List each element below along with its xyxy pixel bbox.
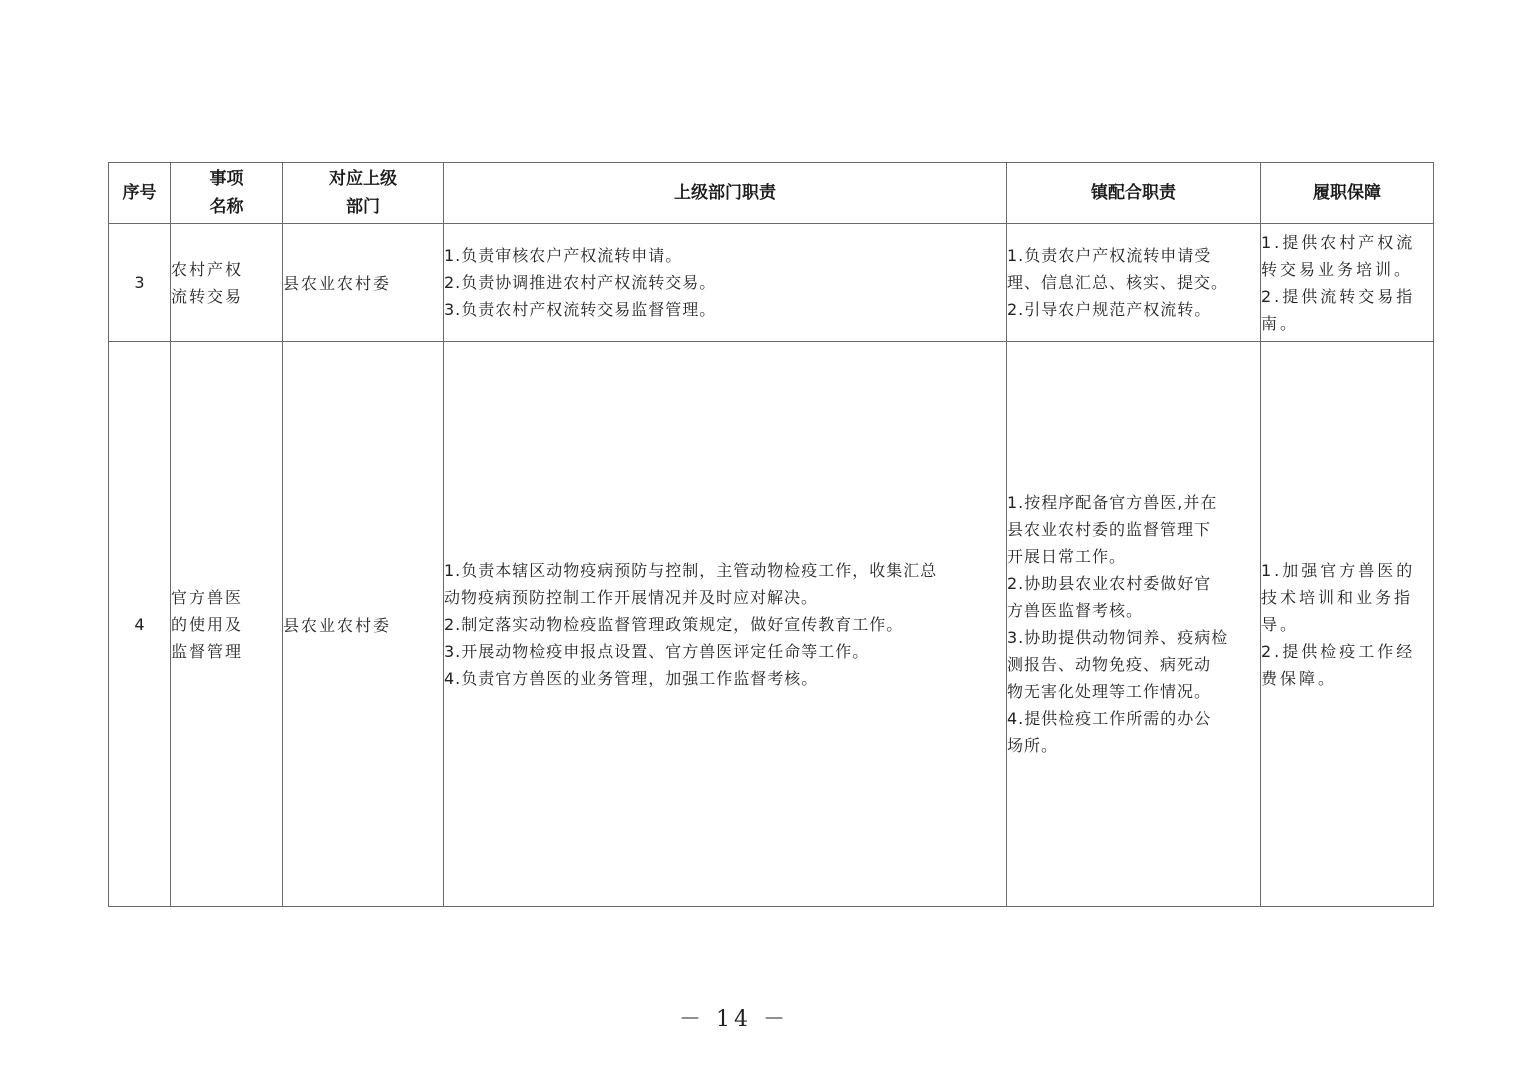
row-upper-duty [444, 224, 1007, 342]
row-upper-dept: 县农业农村委 [283, 224, 444, 342]
duty-line: 转交易业务培训。 [1261, 259, 1414, 279]
duty-line: 4.负责官方兽医的业务管理，加强工作监督考核。 [444, 668, 819, 688]
header-upper-dept-line2: 部门 [346, 197, 380, 217]
table-row [109, 224, 1434, 342]
row-guarantee [1261, 224, 1434, 342]
item-name-line: 流转交易 [171, 286, 244, 306]
row-item-name [171, 224, 283, 342]
duty-line: 3.开展动物检疫申报点设置、官方兽医评定任命等工作。 [444, 641, 870, 661]
duty-line: 县农业农村委的监督管理下 [1007, 520, 1212, 539]
header-item-name-line2: 名称 [209, 197, 244, 217]
row-guarantee [1261, 342, 1434, 907]
row-seq: 3 [109, 224, 171, 342]
page-number: － 14 － [679, 1007, 789, 1032]
duty-line: 动物疫病预防控制工作开展情况并及时应对解决。 [444, 587, 819, 607]
header-town-duty: 镇配合职责 [1007, 163, 1261, 224]
duty-line: 2.提供检疫工作经 [1261, 641, 1416, 661]
table-header-row [109, 163, 1434, 224]
duty-line: 3.负责农村产权流转交易监督管理。 [444, 300, 717, 319]
duty-line: 物无害化处理等工作情况。 [1007, 682, 1212, 701]
row-town-duty [1007, 224, 1261, 342]
duty-line: 2.制定落实动物检疫监督管理政策规定，做好宣传教育工作。 [444, 614, 904, 634]
duty-line: 2.协助县农业农村委做好官 [1007, 574, 1212, 593]
duty-line: 方兽医监督考核。 [1007, 601, 1144, 620]
header-item-name-line1: 事项 [209, 169, 244, 189]
duty-line: 理、信息汇总、核实、提交。 [1007, 273, 1229, 292]
duty-line: 场所。 [1007, 736, 1059, 755]
row-seq: 4 [109, 342, 171, 907]
duty-line: 3.协助提供动物饲养、疫病检 [1007, 628, 1229, 647]
item-name-line: 官方兽医 [171, 587, 244, 607]
duty-line: 2.引导农户规范产权流转。 [1007, 300, 1212, 319]
row-upper-dept: 县农业农村委 [283, 342, 444, 907]
row-item-name [171, 342, 283, 907]
duty-line: 2.提供流转交易指 [1261, 286, 1416, 306]
header-upper-dept-line1: 对应上级 [329, 169, 397, 189]
duty-line: 南。 [1261, 313, 1300, 333]
duty-line: 4.提供检疫工作所需的办公 [1007, 709, 1212, 728]
item-name-line: 的使用及 [171, 614, 244, 634]
duty-line: 1.提供农村产权流 [1261, 232, 1416, 252]
duty-line: 导。 [1261, 614, 1300, 634]
row-town-duty [1007, 342, 1261, 907]
duty-line: 测报告、动物免疫、病死动 [1007, 655, 1212, 674]
duty-line: 1.加强官方兽医的 [1261, 560, 1416, 580]
duty-line: 1.负责本辖区动物疫病预防与控制，主管动物检疫工作，收集汇总 [444, 560, 938, 580]
item-name-line: 农村产权 [171, 259, 244, 279]
header-guarantee: 履职保障 [1261, 163, 1434, 224]
item-name-line: 监督管理 [171, 641, 244, 661]
header-upper-dept [283, 163, 444, 224]
header-seq: 序号 [109, 163, 171, 224]
header-upper-duty: 上级部门职责 [444, 163, 1007, 224]
table-row [109, 342, 1434, 907]
duty-line: 技术培训和业务指 [1261, 587, 1414, 607]
header-item-name [171, 163, 283, 224]
duty-line: 费保障。 [1261, 668, 1338, 688]
duty-line: 1.按程序配备官方兽医,并在 [1007, 493, 1218, 512]
duty-line: 1.负责农户产权流转申请受 [1007, 246, 1212, 265]
row-upper-duty [444, 342, 1007, 907]
duty-table [108, 162, 1434, 907]
duty-line: 开展日常工作。 [1007, 547, 1127, 566]
duty-line: 1.负责审核农户产权流转申请。 [444, 246, 683, 265]
duty-line: 2.负责协调推进农村产权流转交易。 [444, 273, 717, 292]
